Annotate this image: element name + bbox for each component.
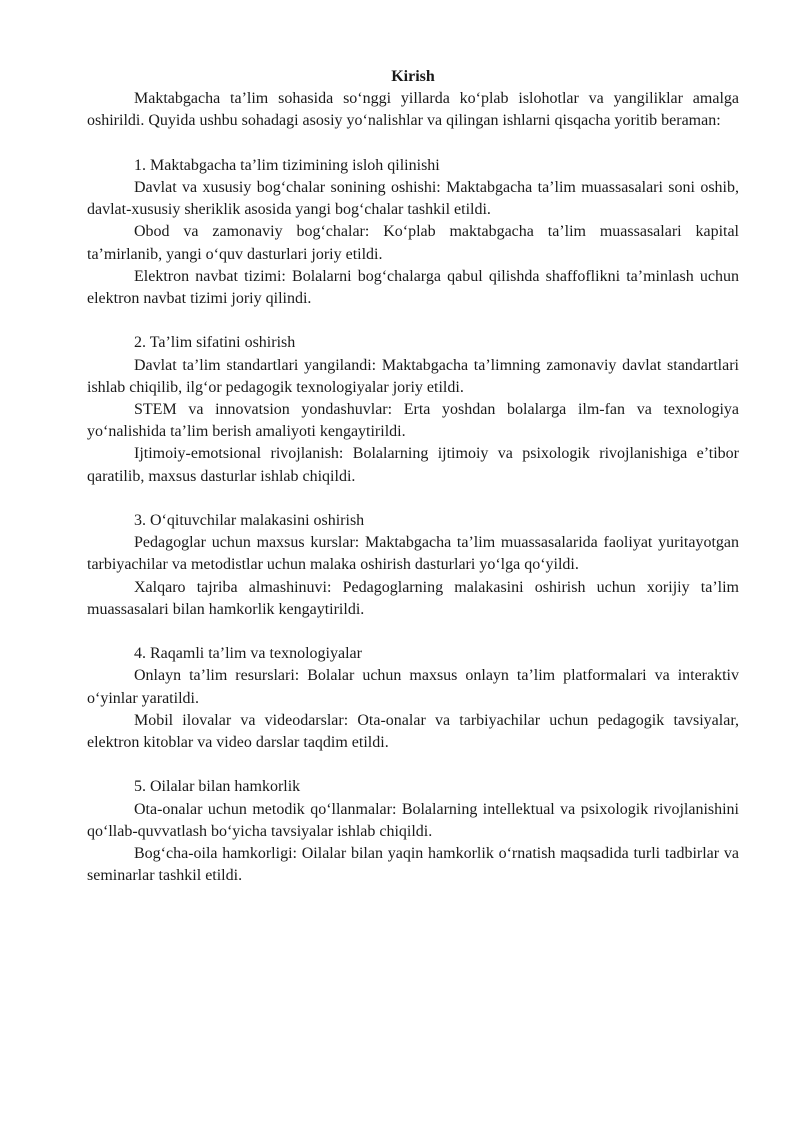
- section-heading: 1. Maktabgacha ta’lim tizimining isloh qilinishi: [134, 156, 440, 174]
- section-2: [87, 332, 739, 487]
- section-paragraph: Elektron navbat tizimi: Bolalarni bog‘chalarga qabul qilishda shaffoflikni ta’minlash uchun elektron navbat tizimi joriy qilindi.: [87, 267, 739, 308]
- section-1: [87, 155, 739, 310]
- section-paragraph: Davlat ta’lim standartlari yangilandi: Maktabgacha ta’limning zamonaviy davlat standartlari ishlab chiqilib, ilg‘or pedagogik texnologiyalar joriy etildi.: [87, 356, 739, 396]
- section-paragraph: Pedagoglar uchun maxsus kurslar: Maktabgacha ta’lim muassasalarida faoliyat yuritayotgan tarbiyachilar va metodistlar uchun malaka oshirish dasturlari yo‘lga qo‘yildi.: [87, 534, 739, 574]
- section-paragraph: Davlat va xususiy bog‘chalar sonining oshishi: Maktabgacha ta’lim muassasalari soni oshib, davlat-xususiy sheriklik asosida yangi bog‘chalar tashkil etildi.: [87, 179, 739, 219]
- section-paragraph: Ota-onalar uchun metodik qo‘llanmalar: Bolalarning intellektual va psixologik rivojlanishini qo‘llab-quvvatlash bo‘yicha tavsiyalar ishlab chiqildi.: [87, 800, 739, 840]
- section-paragraph: Onlayn ta’lim resurslari: Bolalar uchun maxsus onlayn ta’lim platformalari va interaktiv o‘yinlar yaratildi.: [87, 667, 739, 707]
- section-5: [87, 776, 739, 887]
- section-heading: 2. Ta’lim sifatini oshirish: [134, 334, 296, 352]
- section-paragraph: Xalqaro tajriba almashinuvi: Pedagoglarning malakasini oshirish uchun xorijiy ta’lim muassasalari bilan hamkorlik kengaytirildi.: [87, 578, 739, 618]
- section-paragraph: Mobil ilovalar va videodarslar: Ota-onalar va tarbiyachilar uchun pedagogik tavsiyalar, elektron kitoblar va video darslar taqdim etildi.: [87, 711, 739, 752]
- intro-paragraph: Maktabgacha ta’lim sohasida so‘nggi yillarda ko‘plab islohotlar va yangiliklar amalga oshirildi. Quyida ushbu sohadagi asosiy yo‘nalishlar va qilingan ishlarni qisqacha yoritib beraman:: [87, 90, 739, 130]
- section-heading: 4. Raqamli ta’lim va texnologiyalar: [134, 645, 362, 663]
- section-heading: 5. Oilalar bilan hamkorlik: [134, 778, 301, 796]
- document-title: Kirish: [391, 68, 435, 85]
- section-paragraph: STEM va innovatsion yondashuvlar: Erta yoshdan bolalarga ilm-fan va texnologiya yo‘nalishida ta’lim berish amaliyoti kengaytirildi.: [87, 401, 739, 441]
- document-page: [87, 66, 739, 887]
- section-heading: 3. O‘qituvchilar malakasini oshirish: [134, 512, 365, 530]
- section-paragraph: Ijtimoiy-emotsional rivojlanish: Bolalarning ijtimoiy va psixologik rivojlanishiga e’tibor qaratilib, maxsus dasturlar ishlab chiqildi.: [87, 445, 739, 485]
- section-paragraph: Obod va zamonaviy bog‘chalar: Ko‘plab maktabgacha ta’lim muassasalari kapital ta’mirlanib, yangi o‘quv dasturlari joriy etildi.: [87, 223, 739, 263]
- section-3: [87, 510, 739, 621]
- section-paragraph: Bog‘cha-oila hamkorligi: Oilalar bilan yaqin hamkorlik o‘rnatish maqsadida turli tadbirlar va seminarlar tashkil etildi.: [87, 845, 739, 885]
- section-4: [87, 643, 739, 754]
